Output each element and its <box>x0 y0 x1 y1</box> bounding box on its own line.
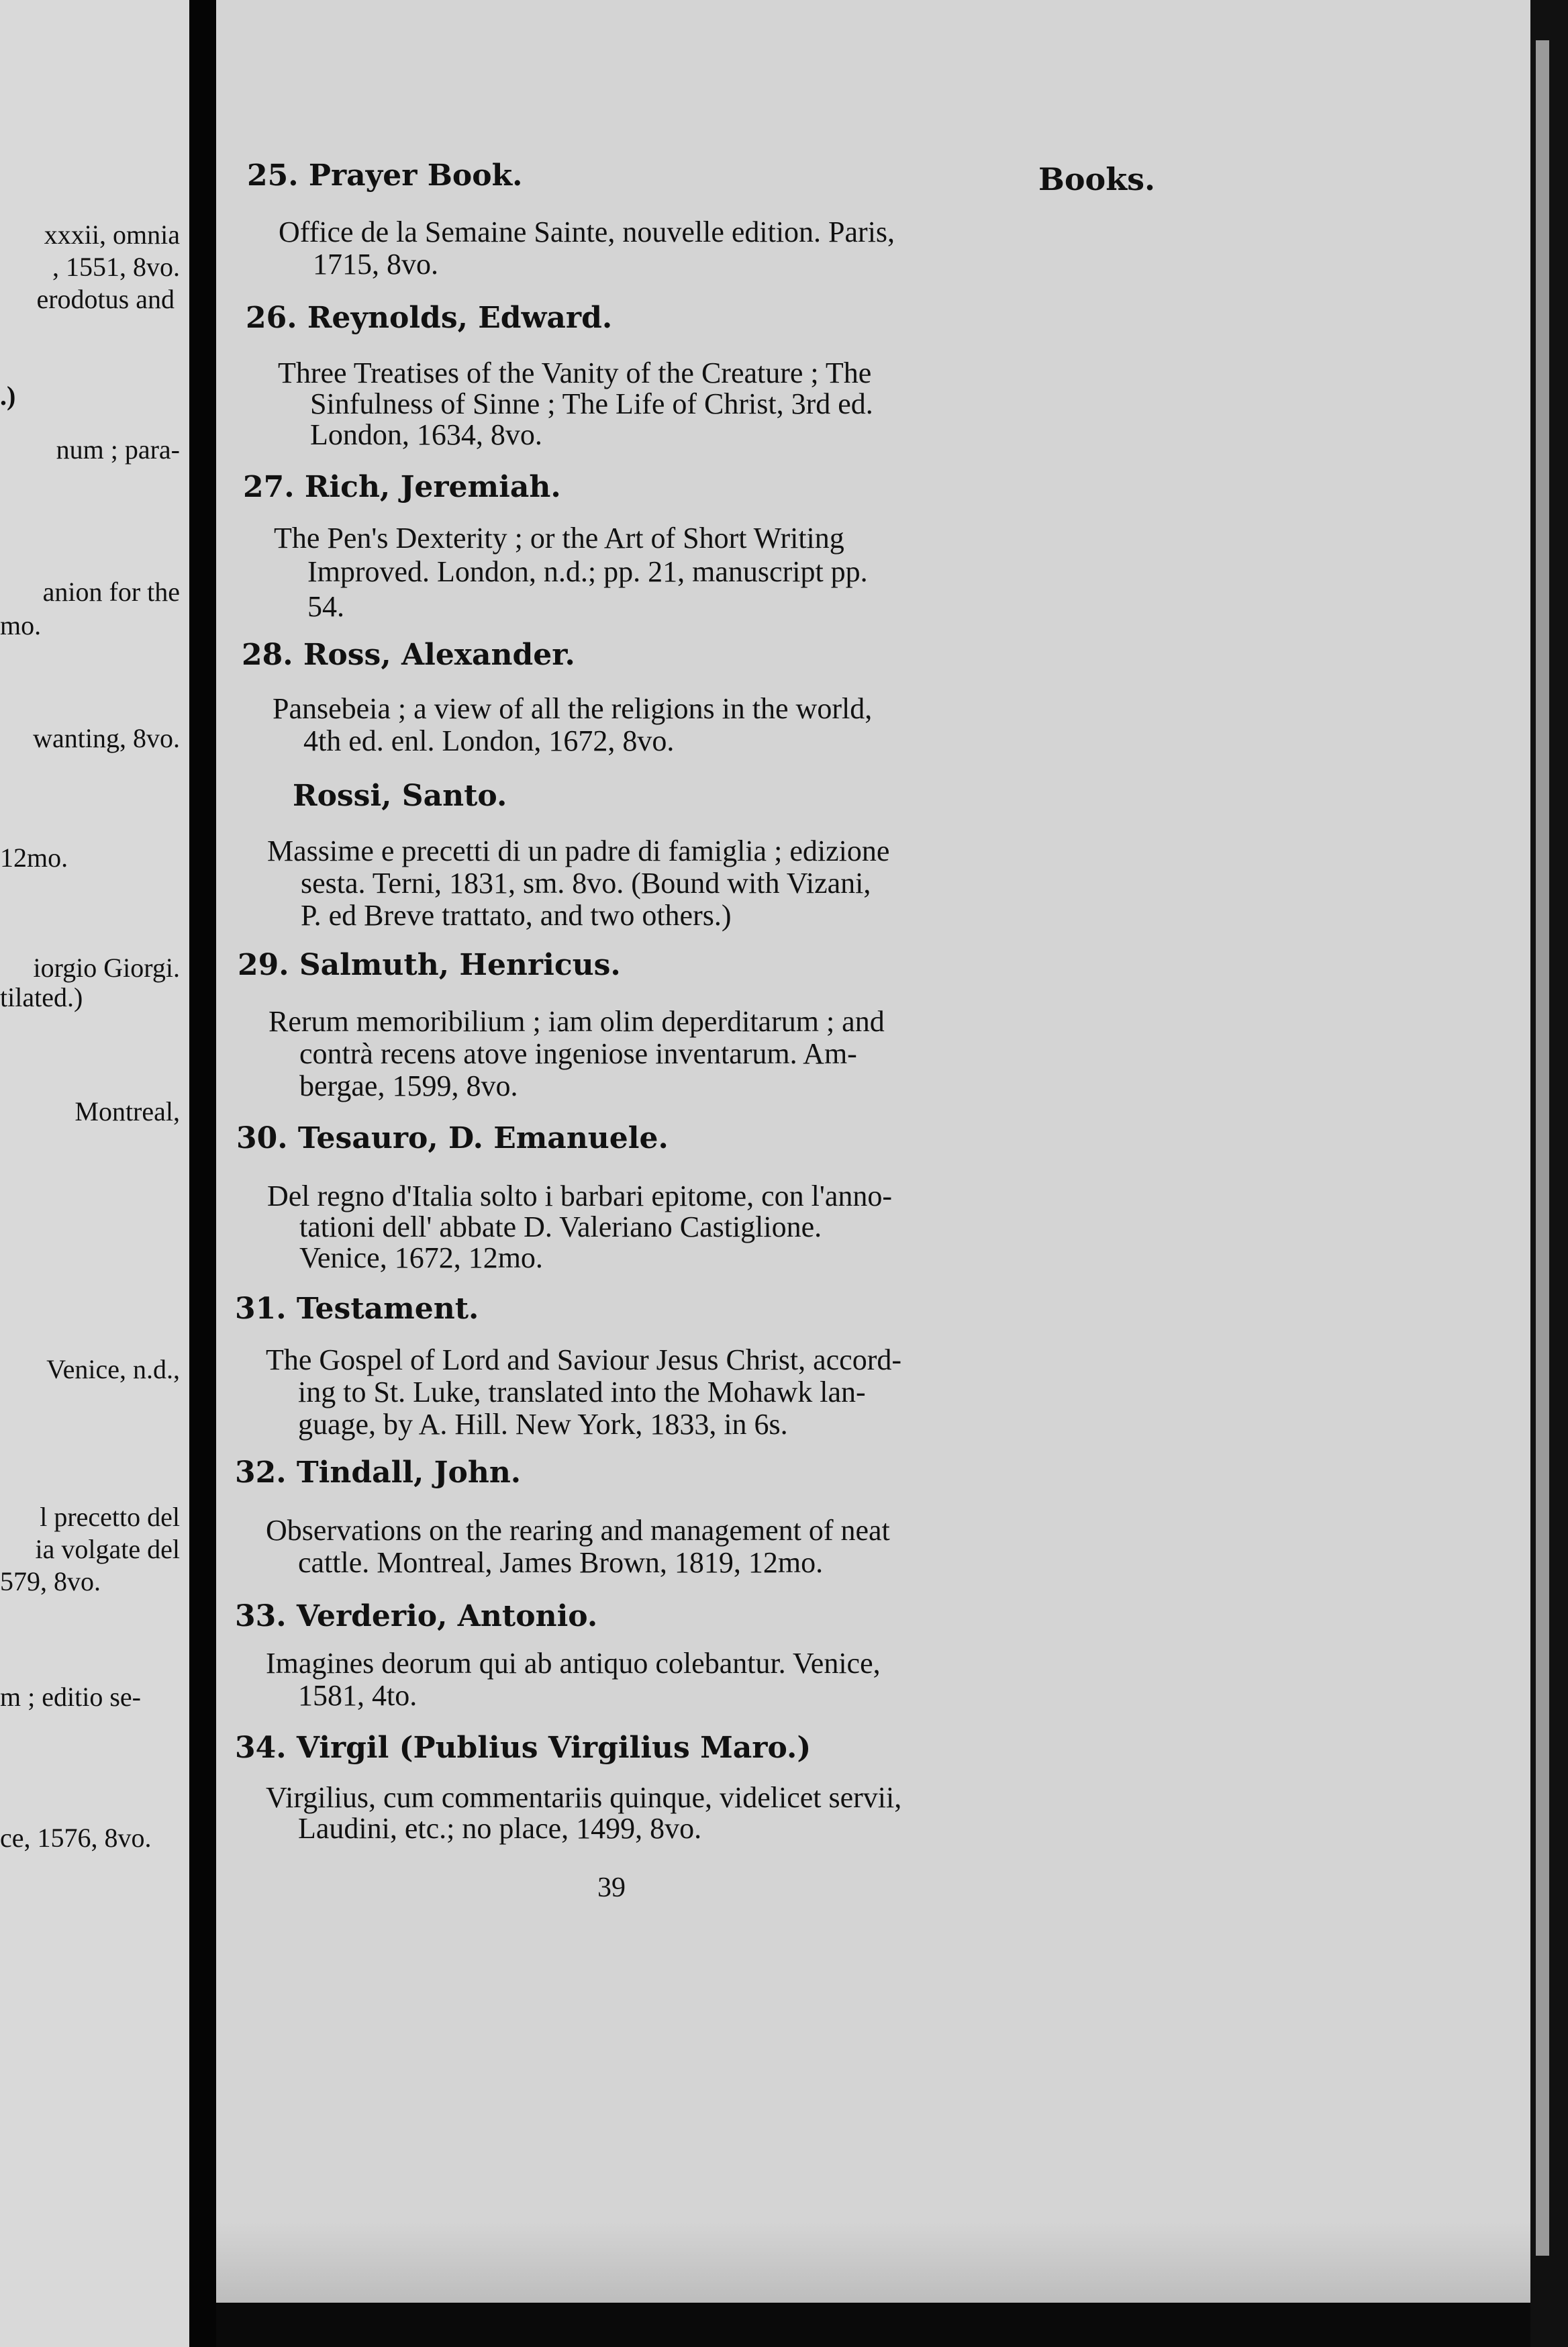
left-fragment-line: tilated.) <box>0 982 83 1012</box>
entry-body-line: contrà recens atove ingeniose inventarum. Am- <box>299 1037 857 1070</box>
entry-heading: 28. Ross, Alexander. <box>242 638 575 672</box>
left-fragment-line: m ; editio se- <box>0 1682 141 1712</box>
entry-body-line: Virgilius, cum commentariis quinque, videlicet servii, <box>266 1781 902 1814</box>
left-fragment-line: Montreal, <box>75 1096 180 1127</box>
left-fragment-line: mo. <box>0 610 42 640</box>
entry-heading: 31. Testament. <box>235 1292 479 1326</box>
catalogue-page <box>216 0 1530 2303</box>
page-right-edge <box>1530 0 1568 2347</box>
left-fragment-line: .) <box>0 381 16 411</box>
entry-body-line: 1581, 4to. <box>298 1679 418 1712</box>
entry-body-line: P. ed Breve trattato, and two others.) <box>301 899 732 932</box>
left-fragment-line: wanting, 8vo. <box>33 723 180 753</box>
left-fragment-line: ia volgate del <box>35 1534 180 1564</box>
entry-heading: 33. Verderio, Antonio. <box>235 1599 598 1633</box>
entry-body-line: The Pen's Dexterity ; or the Art of Short Writing <box>274 522 844 555</box>
entry-body-line: Three Treatises of the Vanity of the Creature ; The <box>278 356 872 389</box>
entry-heading: 29. Salmuth, Henricus. <box>238 948 621 982</box>
entry-body-line: Massime e precetti di un padre di famiglia ; edizione <box>267 834 890 867</box>
running-head: Books. <box>1038 161 1156 197</box>
page-number: 39 <box>597 1872 626 1903</box>
entry-body-line: ing to St. Luke, translated into the Mohawk lan- <box>298 1376 866 1408</box>
entry-heading: 32. Tindall, John. <box>235 1455 522 1490</box>
left-fragment-line: 12mo. <box>0 843 68 873</box>
entry-body-line: Imagines deorum qui ab antiquo colebantur. Venice, <box>266 1647 881 1680</box>
left-fragment-line: xxxii, omnia <box>44 220 180 250</box>
entry-heading: 27. Rich, Jeremiah. <box>243 470 561 504</box>
entry-body-line: cattle. Montreal, James Brown, 1819, 12mo. <box>298 1546 824 1579</box>
left-fragment-line: , 1551, 8vo. <box>52 252 180 282</box>
entry-body-line: Venice, 1672, 12mo. <box>299 1241 543 1274</box>
entry-heading: 26. Reynolds, Edward. <box>246 301 613 335</box>
entry-heading: 25. Prayer Book. <box>247 158 523 193</box>
entry-heading: Rossi, Santo. <box>293 779 507 813</box>
entry-body-line: London, 1634, 8vo. <box>310 418 542 451</box>
entry-body-line: 54. <box>307 590 344 623</box>
previous-page-fragment <box>0 0 189 2347</box>
entry-body-line: Office de la Semaine Sainte, nouvelle edition. Paris, <box>279 215 895 248</box>
page-bottom-edge <box>216 2303 1530 2347</box>
left-fragment-line: iorgio Giorgi. <box>33 953 180 983</box>
entry-heading: 30. Tesauro, D. Emanuele. <box>236 1121 669 1155</box>
left-fragment-line: Venice, n.d., <box>46 1354 180 1384</box>
left-fragment-line: erodotus and <box>36 284 175 314</box>
book-gutter <box>189 0 216 2347</box>
entry-body-line: Pansebeia ; a view of all the religions in the world, <box>273 692 873 725</box>
entry-body-line: tationi dell' abbate D. Valeriano Castiglione. <box>299 1210 822 1243</box>
entry-body-line: sesta. Terni, 1831, sm. 8vo. (Bound with Vizani, <box>301 867 871 900</box>
left-fragment-line: anion for the <box>42 577 180 607</box>
left-fragment-line: 579, 8vo. <box>0 1566 101 1596</box>
entry-body-line: guage, by A. Hill. New York, 1833, in 6s. <box>298 1408 788 1441</box>
entry-body-line: Improved. London, n.d.; pp. 21, manuscript pp. <box>307 555 868 588</box>
entry-body-line: Laudini, etc.; no place, 1499, 8vo. <box>298 1812 702 1845</box>
entry-body-line: 1715, 8vo. <box>313 248 438 281</box>
entry-body-line: Observations on the rearing and management of neat <box>266 1514 890 1547</box>
entry-body-line: bergae, 1599, 8vo. <box>299 1069 518 1102</box>
entry-body-line: Rerum memoribilium ; iam olim deperditarum ; and <box>268 1005 885 1038</box>
left-fragment-line: l precetto del <box>40 1502 180 1532</box>
left-fragment-line: ce, 1576, 8vo. <box>0 1823 152 1853</box>
entry-body-line: The Gospel of Lord and Saviour Jesus Christ, accord- <box>266 1343 902 1376</box>
entry-body-line: Del regno d'Italia solto i barbari epitome, con l'anno- <box>267 1180 893 1212</box>
entry-body-line: 4th ed. enl. London, 1672, 8vo. <box>303 724 675 757</box>
entry-heading: 34. Virgil (Publius Virgilius Maro.) <box>235 1731 812 1765</box>
left-fragment-line: num ; para- <box>56 434 180 465</box>
entry-body-line: Sinfulness of Sinne ; The Life of Christ, 3rd ed. <box>310 387 873 420</box>
